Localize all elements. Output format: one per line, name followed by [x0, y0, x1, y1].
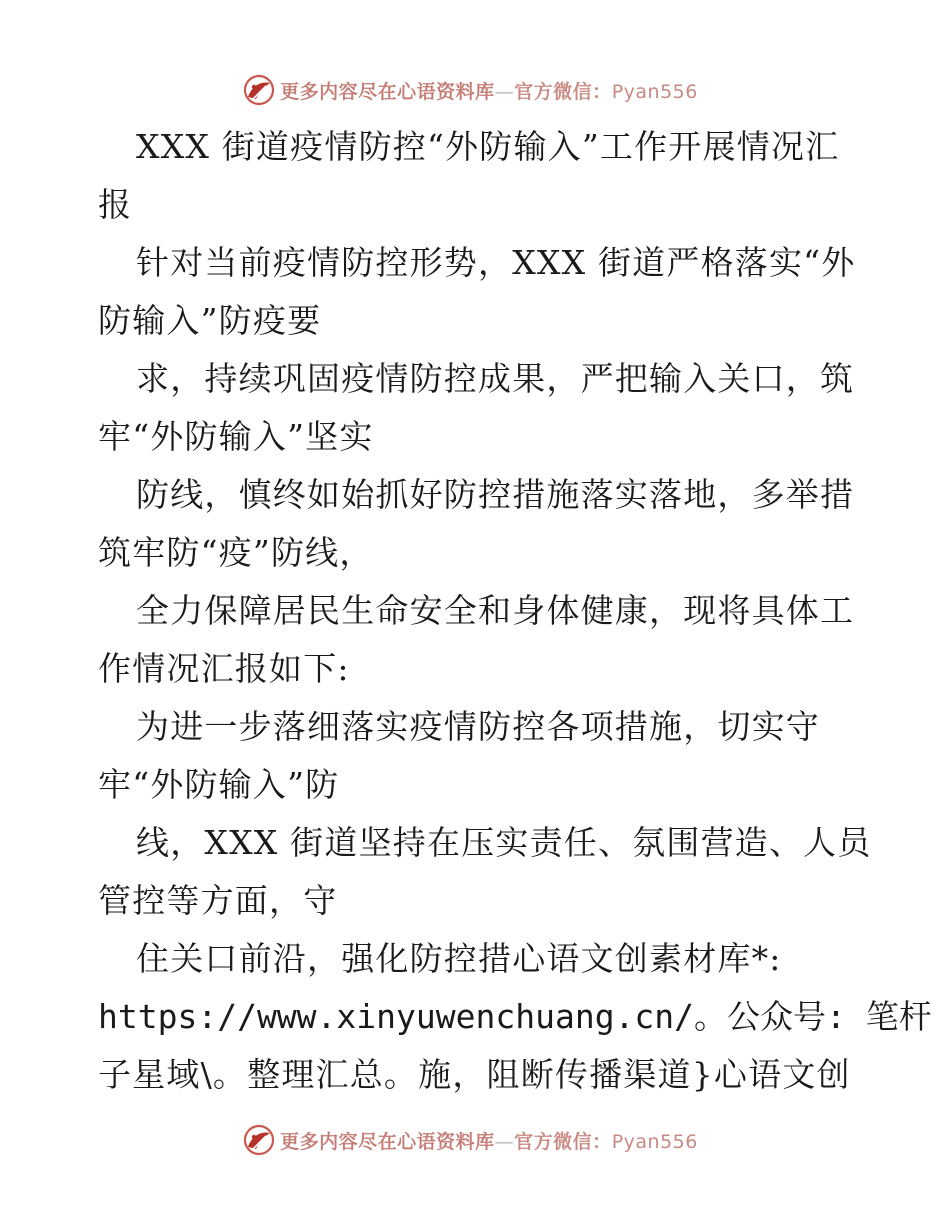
watermark-text	[280, 77, 698, 104]
paragraph-line: 防线，慎终如始抓好防控措施落实落地，多举措	[136, 475, 855, 514]
watermark-main: 更多内容尽在心语资料库	[280, 1130, 495, 1153]
paragraph-line: 全力保障居民生命安全和身体健康，现将具体工	[136, 591, 855, 630]
title-line-1: XXX 街道疫情防控“外防输入”工作开展情况汇	[136, 127, 840, 166]
paragraph-line: 住关口前沿，强化防控措心语文创素材库*:	[136, 939, 782, 978]
watermark-text	[280, 1127, 698, 1154]
header-watermark	[0, 70, 950, 110]
paragraph-line: 牢“外防输入”坚实	[98, 417, 374, 456]
paragraph-line: 作情况汇报如下:	[98, 649, 350, 688]
watermark-id: Pyan556	[611, 80, 698, 103]
paragraph-line: 子星域\。整理汇总。施，阻断传播渠道}心语文创	[98, 1055, 851, 1094]
paragraph-line: 为进一步落细落实疫情防控各项措施，切实守	[136, 707, 820, 746]
paragraph-line: 针对当前疫情防控形势，XXX 街道严格落实“外	[136, 243, 856, 282]
watermark-dash: —	[494, 1130, 515, 1153]
brand-logo-icon	[242, 1123, 276, 1157]
watermark-main: 更多内容尽在心语资料库	[280, 80, 495, 103]
paragraph-line: 求，持续巩固疫情防控成果，严把输入关口，筑	[136, 359, 855, 398]
footer-watermark	[0, 1120, 950, 1160]
paragraph-line-url: https://www.xinyuwenchuang.cn/。公众号: 笔杆	[98, 997, 932, 1036]
paragraph-line: 牢“外防输入”防	[98, 765, 340, 804]
paragraph-line: 线，XXX 街道坚持在压实责任、氛围营造、人员	[136, 823, 872, 862]
document-body	[98, 118, 932, 1104]
paragraph-line: 管控等方面，守	[98, 881, 338, 920]
paragraph-line: 防输入”防疫要	[98, 301, 322, 340]
paragraph-line: 筑牢防“疫”防线，	[98, 533, 374, 572]
watermark-id: Pyan556	[611, 1130, 698, 1153]
watermark-sub: 官方微信：	[514, 1130, 612, 1153]
watermark-dash: —	[494, 80, 515, 103]
watermark-sub: 官方微信：	[514, 80, 612, 103]
brand-logo-icon	[242, 73, 276, 107]
title-line-2: 报	[98, 185, 133, 224]
